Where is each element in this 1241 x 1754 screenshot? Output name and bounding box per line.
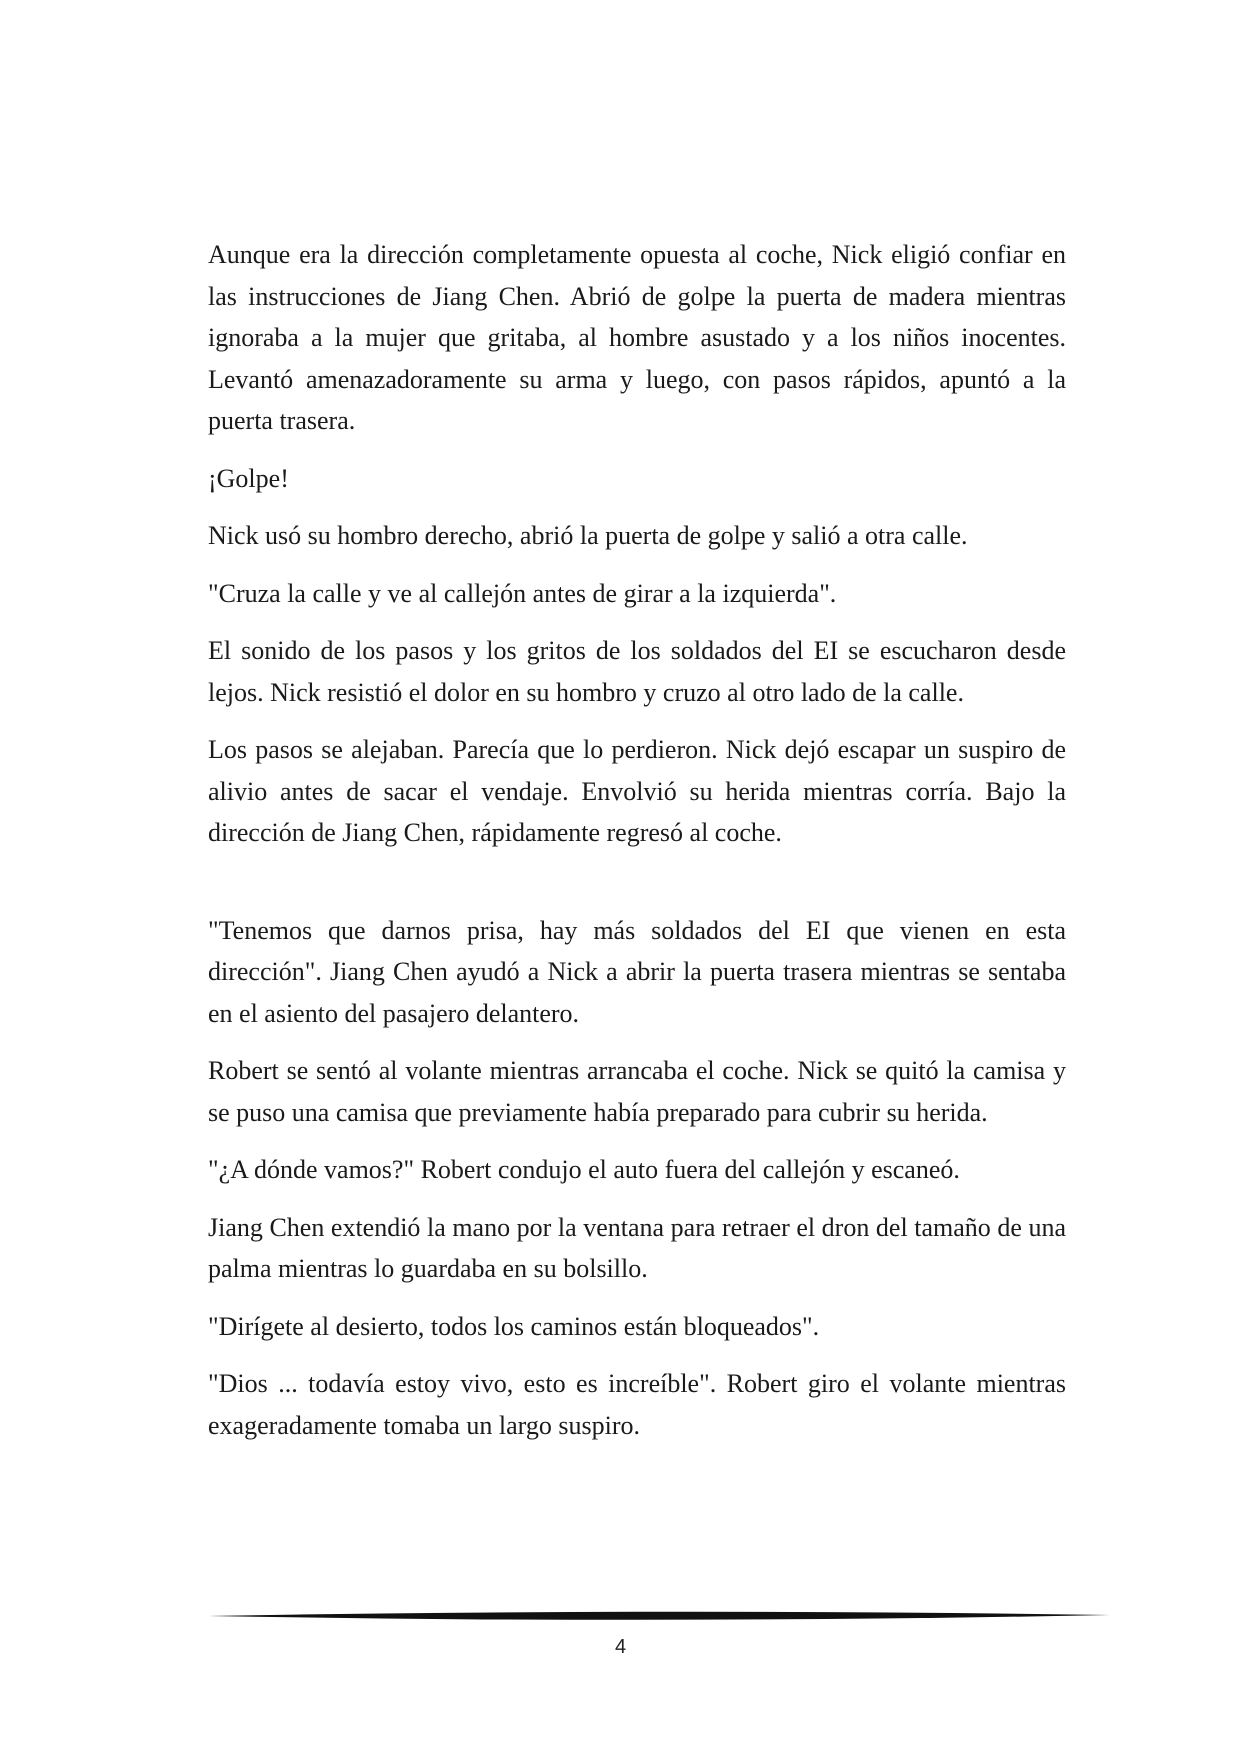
paragraph: "Tenemos que darnos prisa, hay más soldados del EI que vienen en esta dirección". Jiang Chen ayudó a Nick a abrir la puerta trasera mientras se sentaba en el asiento del pasajero delantero. bbox=[208, 915, 1066, 1028]
paragraph: El sonido de los pasos y los gritos de los soldados del EI se escucharon desde lejos. Nick resistió el dolor en su hombro y cruzo al otro lado de la calle. bbox=[208, 636, 1066, 707]
paragraph: Aunque era la dirección completamente opuesta al coche, Nick eligió confiar en las instrucciones de Jiang Chen. Abrió de golpe la puerta de madera mientras ignoraba a la mujer que gritaba, al hombre asustado y a los niños inocentes. Levantó amenazadoramente su arma y luego, con pasos rápidos, apuntó a la puerta trasera. bbox=[208, 240, 1066, 435]
paragraph: ¡Golpe! bbox=[208, 463, 289, 493]
paragraph: "¿A dónde vamos?" Robert condujo el auto fuera del callejón y escaneó. bbox=[208, 1155, 960, 1184]
paragraph: Robert se sentó al volante mientras arrancaba el coche. Nick se quitó la camisa y se puso una camisa que previamente había preparado para cubrir su herida. bbox=[208, 1056, 1066, 1127]
paragraph: "Dirígete al desierto, todos los caminos están bloqueados". bbox=[208, 1311, 820, 1341]
paragraph: Jiang Chen extendió la mano por la ventana para retraer el dron del tamaño de una palma mientras lo guardaba en su bolsillo. bbox=[208, 1212, 1066, 1283]
page-body bbox=[208, 234, 1066, 1462]
footer-divider bbox=[208, 1610, 1110, 1622]
paragraph: "Cruza la calle y ve al callejón antes de girar a la izquierda". bbox=[208, 578, 837, 608]
page-number: 4 bbox=[614, 1636, 627, 1658]
paragraph: "Dios ... todavía estoy vivo, esto es increíble". Robert giro el volante mientras exageradamente tomaba un largo suspiro. bbox=[208, 1369, 1066, 1440]
paragraph: Los pasos se alejaban. Parecía que lo perdieron. Nick dejó escapar un suspiro de alivio antes de sacar el vendaje. Envolvió su herida mientras corría. Bajo la dirección de Jiang Chen, rápidamente regresó al coche. bbox=[208, 735, 1066, 847]
paragraph: Nick usó su hombro derecho, abrió la puerta de golpe y salió a otra calle. bbox=[208, 521, 968, 550]
